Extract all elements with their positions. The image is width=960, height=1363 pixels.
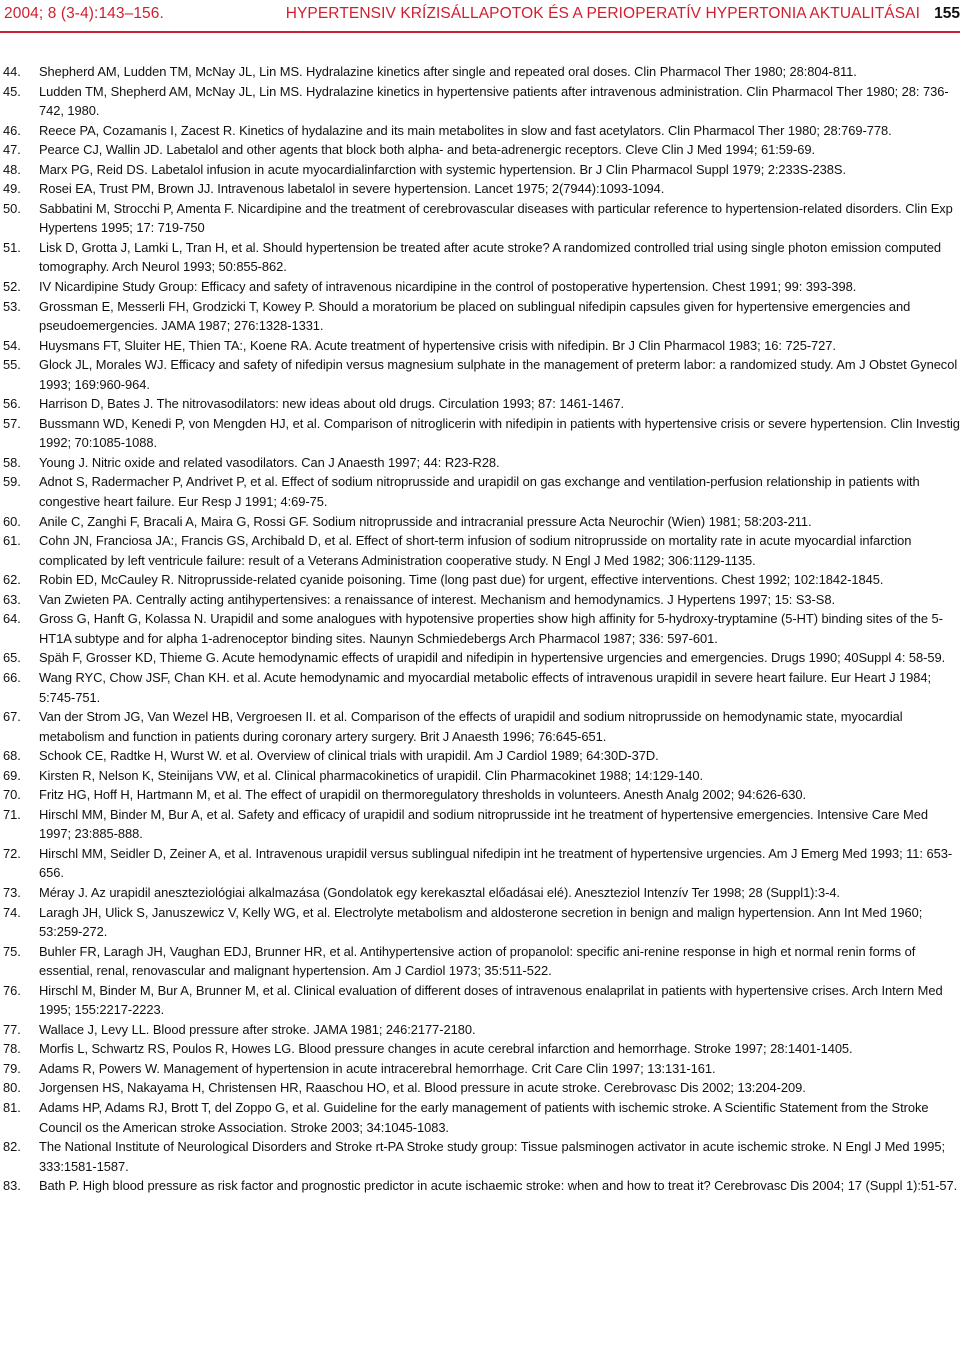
reference-text: Hirschl MM, Seidler D, Zeiner A, et al. Intravenous urapidil versus sublingual nifedipin int he treatment of hypertensive urgencies. Am J Emerg Med 1993; 11: 653-656. bbox=[39, 845, 953, 881]
page-header bbox=[0, 2, 960, 32]
reference-item bbox=[0, 707, 960, 746]
page-number: 155 bbox=[934, 5, 960, 22]
reference-number: 50. bbox=[3, 200, 21, 216]
reference-number: 56. bbox=[3, 396, 21, 412]
reference-item bbox=[0, 297, 960, 336]
reference-text: Laragh JH, Ulick S, Januszewicz V, Kelly WG, et al. Electrolyte metabolism and aldosterone secretion in benign and malign hypertension. Ann Int Med 1960; 53:259-272. bbox=[39, 904, 923, 940]
reference-item bbox=[0, 355, 960, 394]
reference-text: Robin ED, McCauley R. Nitroprusside-related cyanide poisoning. Time (long past due) for urgent, effective interventions. Chest 1992; 102:1842-1845. bbox=[39, 572, 884, 588]
reference-number: 47. bbox=[3, 142, 21, 158]
reference-item bbox=[0, 62, 960, 82]
reference-text: Adams HP, Adams RJ, Brott T, del Zoppo G, et al. Guideline for the early management of patients with ischemic stroke. A Scientific Statement from the Stroke Council os the American stroke Association. Stroke 2003; 34:1045-1083. bbox=[39, 1099, 929, 1135]
reference-number: 70. bbox=[3, 787, 21, 803]
reference-item bbox=[0, 648, 960, 668]
reference-number: 68. bbox=[3, 748, 21, 764]
reference-number: 82. bbox=[3, 1139, 21, 1155]
reference-text: Marx PG, Reid DS. Labetalol infusion in acute myocardialinfarction with systemic hypertension. Br J Clin Pharmacol Suppl 1979; 2:233S-238S. bbox=[39, 161, 846, 177]
reference-item bbox=[0, 1039, 960, 1059]
reference-item bbox=[0, 160, 960, 180]
reference-number: 76. bbox=[3, 982, 21, 998]
reference-number: 63. bbox=[3, 591, 21, 607]
reference-list bbox=[0, 62, 960, 1196]
reference-text: Pearce CJ, Wallin JD. Labetalol and other agents that block both alpha- and beta-adrenergic receptors. Cleve Clin J Med 1994; 61:59-69. bbox=[39, 142, 815, 158]
reference-text: Rosei EA, Trust PM, Brown JJ. Intravenous labetalol in severe hypertension. Lancet 1975; 2(7944):1093-1094. bbox=[39, 181, 665, 197]
reference-item bbox=[0, 277, 960, 297]
reference-item bbox=[0, 82, 960, 121]
reference-item bbox=[0, 140, 960, 160]
reference-item bbox=[0, 394, 960, 414]
reference-text: The National Institute of Neurological Disorders and Stroke rt-PA Stroke study group: Tissue palsminogen activator in acute ischemic stroke. N Engl J Med 1995; 333:1581-1587. bbox=[39, 1139, 946, 1174]
reference-number: 46. bbox=[3, 122, 21, 138]
reference-text: Bath P. High blood pressure as risk factor and prognostic predictor in acute ischaemic stroke: when and how to treat it? Cerebrovasc Dis 2004; 17 (Suppl 1):51-57. bbox=[39, 1178, 958, 1194]
reference-item bbox=[0, 472, 960, 511]
reference-text: Reece PA, Cozamanis I, Zacest R. Kinetics of hydalazine and its main metabolites in slow and fast acetylators. Clin Pharmacol Ther 1980; 28:769-778. bbox=[39, 122, 892, 138]
reference-number: 69. bbox=[3, 767, 21, 783]
reference-number: 64. bbox=[3, 611, 21, 627]
reference-item bbox=[0, 1059, 960, 1079]
reference-text: Wang RYC, Chow JSF, Chan KH. et al. Acute hemodynamic and myocardial metabolic effects of intravenous urapidil in severe heart failure. Eur Heart J 1984; 5:745-751. bbox=[39, 669, 932, 705]
reference-text: Anile C, Zanghi F, Bracali A, Maira G, Rossi GF. Sodium nitroprusside and intracranial pressure Acta Neurochir (Wien) 1981; 58:203-211. bbox=[39, 513, 812, 529]
reference-number: 52. bbox=[3, 279, 21, 295]
reference-number: 65. bbox=[3, 650, 21, 666]
reference-text: Méray J. Az urapidil aneszteziológiai alkalmazása (Gondolatok egy kerekasztal előadásai elé). Aneszteziol Intenzív Ter 1998; 28 (Suppl1):3-4. bbox=[39, 884, 840, 900]
reference-text: Young J. Nitric oxide and related vasodilators. Can J Anaesth 1997; 44: R23-R28. bbox=[39, 454, 500, 470]
reference-text: Glock JL, Morales WJ. Efficacy and safety of nifedipin versus magnesium sulphate in the management of preterm labor: a randomized study. Am J Obstet Gynecol 1993; 169:960-964. bbox=[39, 357, 958, 392]
reference-item bbox=[0, 668, 960, 707]
reference-text: Hirschl M, Binder M, Bur A, Brunner M, et al. Clinical evaluation of different doses of intravenous enalaprilat in patients with hypertensive crises. Arch Intern Med 1995; 155:2217-2223. bbox=[39, 982, 943, 1018]
reference-number: 61. bbox=[3, 533, 21, 549]
reference-item bbox=[0, 238, 960, 277]
reference-number: 49. bbox=[3, 181, 21, 197]
running-title: HYPERTENSIV KRÍZISÁLLAPOTOK ÉS A PERIOPERATÍV HYPERTONIA AKTUALITÁSAI bbox=[285, 5, 920, 22]
reference-text: Van Zwieten PA. Centrally acting antihypertensives: a renaissance of interest. Mechanism and hemodynamics. J Hypertens 1997; 15: S3-S8. bbox=[39, 591, 835, 607]
reference-item bbox=[0, 903, 960, 942]
reference-number: 62. bbox=[3, 572, 21, 588]
reference-item bbox=[0, 981, 960, 1020]
reference-number: 58. bbox=[3, 454, 21, 470]
reference-item bbox=[0, 590, 960, 610]
reference-text: Grossman E, Messerli FH, Grodzicki T, Kowey P. Should a moratorium be placed on sublingual nifedipin capsules given for hypertensive emergencies and pseudoemergencies. JAMA 1987; 276:1328-1331. bbox=[39, 298, 911, 334]
header-rule bbox=[0, 31, 960, 33]
reference-text: Bussmann WD, Kenedi P, von Mengden HJ, et al. Comparison of nitroglicerin with nifedipin in patients with hypertensive crisis or severe hypertension. Clin Investig 1992; 70:1085-1088. bbox=[39, 415, 960, 451]
reference-item bbox=[0, 512, 960, 532]
reference-item bbox=[0, 1078, 960, 1098]
reference-text: Adams R, Powers W. Management of hypertension in acute intracerebral hemorrhage. Crit Care Clin 1997; 13:131-161. bbox=[39, 1060, 716, 1076]
reference-text: Adnot S, Radermacher P, Andrivet P, et al. Effect of sodium nitroprusside and urapidil on gas exchange and ventilation-perfusion relationship in patients with congestive heart failure. Eur Resp J 1991; 4:69-75. bbox=[39, 474, 920, 510]
reference-number: 51. bbox=[3, 239, 21, 255]
reference-number: 79. bbox=[3, 1060, 21, 1076]
reference-number: 44. bbox=[3, 64, 21, 79]
journal-citation: 2004; 8 (3-4):143–156. bbox=[4, 5, 164, 22]
reference-text: Harrison D, Bates J. The nitrovasodilators: new ideas about old drugs. Circulation 1993; 87: 1461-1467. bbox=[39, 396, 625, 412]
reference-text: Sabbatini M, Strocchi P, Amenta F. Nicardipine and the treatment of cerebrovascular diseases with particular reference to hypertension-related disorders. Clin Exp Hypertens 1995; 17: 719-750 bbox=[39, 200, 953, 236]
reference-number: 54. bbox=[3, 337, 21, 353]
reference-number: 45. bbox=[3, 83, 21, 99]
reference-number: 80. bbox=[3, 1080, 21, 1096]
reference-text: IV Nicardipine Study Group: Efficacy and safety of intravenous nicardipine in the control of postoperative hypertension. Chest 1991; 99: 393-398. bbox=[39, 279, 857, 295]
reference-text: Cohn JN, Franciosa JA:, Francis GS, Archibald D, et al. Effect of short-term infusion of sodium nitroprusside on mortality rate in acute myocardial infarction complicated by left ventricule failure: result of a Veterans Administration cooperative study. N Engl J Med 1982; 306:1129-1135. bbox=[39, 533, 912, 568]
reference-text: Fritz HG, Hoff H, Hartmann M, et al. The effect of urapidil on thermoregulatory thresholds in volunteers. Anesth Analg 2002; 94:626-630. bbox=[39, 787, 807, 803]
reference-number: 67. bbox=[3, 709, 21, 725]
reference-item bbox=[0, 609, 960, 648]
reference-item bbox=[0, 121, 960, 141]
reference-text: Van der Strom JG, Van Wezel HB, Vergroesen II. et al. Comparison of the effects of urapidil and sodium nitroprusside on hemodynamic state, myocardial metabolism and function in patients during coronary artery surgery. Brit J Anaesth 1996; 76:645-651. bbox=[39, 709, 903, 744]
reference-item bbox=[0, 1176, 960, 1196]
reference-item bbox=[0, 336, 960, 356]
reference-number: 75. bbox=[3, 943, 21, 959]
reference-text: Lisk D, Grotta J, Lamki L, Tran H, et al. Should hypertension be treated after acute stroke? A randomized controlled trial using single photon emission computed tomography. Arch Neurol 1993; 50:855-862. bbox=[39, 239, 941, 275]
reference-number: 78. bbox=[3, 1041, 21, 1057]
reference-item bbox=[0, 199, 960, 238]
reference-number: 59. bbox=[3, 474, 21, 490]
reference-item bbox=[0, 785, 960, 805]
reference-item bbox=[0, 883, 960, 903]
reference-number: 55. bbox=[3, 357, 21, 373]
reference-text: Shepherd AM, Ludden TM, McNay JL, Lin MS. Hydralazine kinetics after single and repeated oral doses. Clin Pharmacol Ther 1980; 28:804-811. bbox=[39, 64, 857, 79]
reference-text: Späh F, Grosser KD, Thieme G. Acute hemodynamic effects of urapidil and nifedipin in hypertensive urgencies and emergencies. Drugs 1990; 40Suppl 4: 58-59. bbox=[39, 650, 946, 666]
reference-number: 81. bbox=[3, 1099, 21, 1115]
reference-text: Ludden TM, Shepherd AM, McNay JL, Lin MS. Hydralazine kinetics in hypertensive patients after intravenous administration. Clin Pharmacol Ther 1980; 28: 736-742, 1980. bbox=[39, 83, 949, 119]
reference-text: Kirsten R, Nelson K, Steinijans VW, et al. Clinical pharmacokinetics of urapidil. Clin Pharmacokinet 1988; 14:129-140. bbox=[39, 767, 704, 783]
reference-number: 77. bbox=[3, 1021, 21, 1037]
reference-text: Wallace J, Levy LL. Blood pressure after stroke. JAMA 1981; 246:2177-2180. bbox=[39, 1021, 476, 1037]
reference-item bbox=[0, 766, 960, 786]
reference-item bbox=[0, 531, 960, 570]
reference-text: Gross G, Hanft G, Kolassa N. Urapidil and some analogues with hypotensive properties show high affinity for 5-hydroxy-tryptamine (5-HT) binding sites of the 5-HT1A subtype and for alpha 1-adrenoceptor binding sites. Naunyn Schmiedebergs Arch Pharmacol 1987; 336: 597-601. bbox=[39, 611, 943, 646]
reference-text: Hirschl MM, Binder M, Bur A, et al. Safety and efficacy of urapidil and sodium nitroprusside int he treatment of hypertensive emergencies. Intensive Care Med 1997; 23:885-888. bbox=[39, 806, 928, 842]
reference-number: 72. bbox=[3, 845, 21, 861]
reference-item bbox=[0, 1137, 960, 1176]
reference-item bbox=[0, 453, 960, 473]
reference-number: 60. bbox=[3, 513, 21, 529]
reference-text: Huysmans FT, Sluiter HE, Thien TA:, Koene RA. Acute treatment of hypertensive crisis with nifedipin. Br J Clin Pharmacol 1983; 16: 725-727. bbox=[39, 337, 836, 353]
reference-item bbox=[0, 1020, 960, 1040]
reference-number: 57. bbox=[3, 415, 21, 431]
reference-text: Schook CE, Radtke H, Wurst W. et al. Overview of clinical trials with urapidil. Am J Cardiol 1989; 64:30D-37D. bbox=[39, 748, 659, 764]
reference-text: Jorgensen HS, Nakayama H, Christensen HR, Raaschou HO, et al. Blood pressure in acute stroke. Cerebrovasc Dis 2002; 13:204-209. bbox=[39, 1080, 806, 1096]
reference-number: 48. bbox=[3, 161, 21, 177]
reference-number: 74. bbox=[3, 904, 21, 920]
reference-number: 53. bbox=[3, 298, 21, 314]
reference-item bbox=[0, 570, 960, 590]
reference-item bbox=[0, 805, 960, 844]
reference-number: 66. bbox=[3, 669, 21, 685]
reference-item bbox=[0, 844, 960, 883]
reference-item bbox=[0, 414, 960, 453]
reference-item bbox=[0, 942, 960, 981]
reference-number: 71. bbox=[3, 806, 21, 822]
reference-text: Buhler FR, Laragh JH, Vaughan EDJ, Brunner HR, et al. Antihypertensive action of propanolol: specific ani-renine response in high et normal renin forms of essential, renal, renovascular and malignant hypertension. Am J Cardiol 1973; 35:511-522. bbox=[39, 943, 916, 979]
reference-number: 73. bbox=[3, 884, 21, 900]
reference-text: Morfis L, Schwartz RS, Poulos R, Howes LG. Blood pressure changes in acute cerebral infarction and hemorrhage. Stroke 1997; 28:1401-1405. bbox=[39, 1041, 853, 1057]
reference-item bbox=[0, 746, 960, 766]
reference-item bbox=[0, 1098, 960, 1137]
reference-number: 83. bbox=[3, 1178, 21, 1194]
reference-item bbox=[0, 179, 960, 199]
